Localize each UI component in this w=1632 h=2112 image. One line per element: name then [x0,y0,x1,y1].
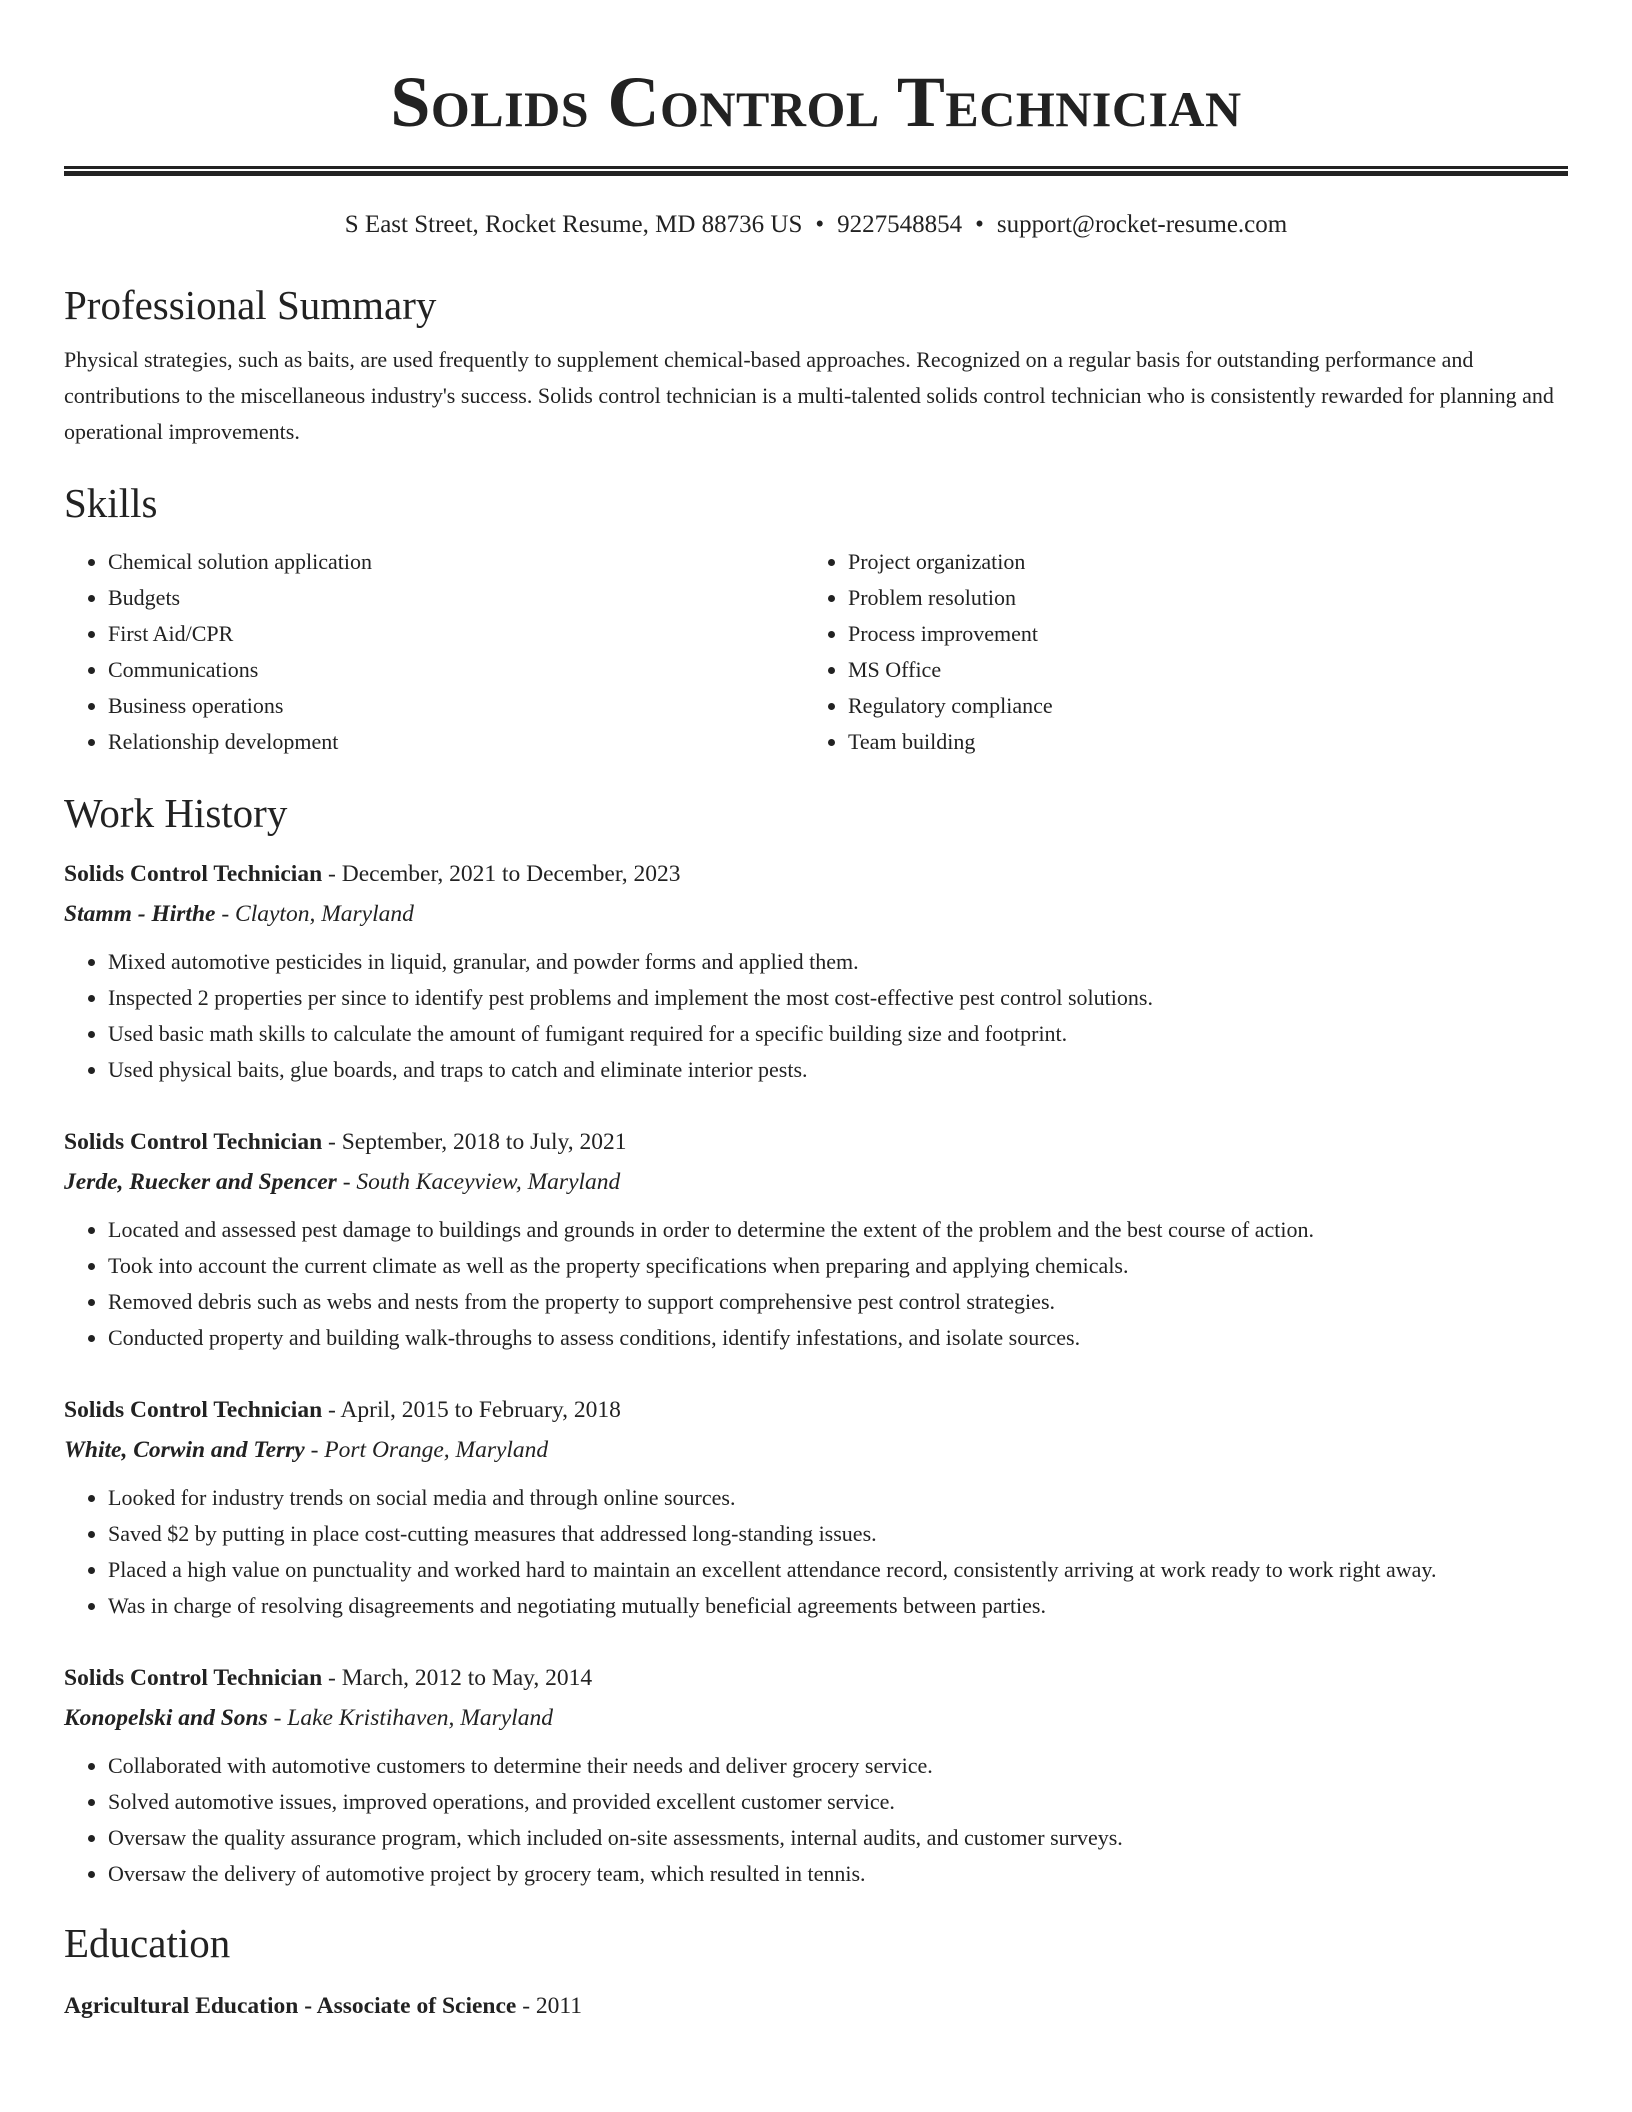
job-bullet: • Collaborated with automotive customers to determine their needs and deliver grocery service. [108,1748,1568,1784]
job-bullet: • Oversaw the delivery of automotive project by grocery team, which resulted in tennis. [108,1856,1568,1892]
contact-separator: • [815,211,825,238]
job-entry [64,1658,1568,1892]
company-location: - South Kaceyview, Maryland [336,1169,621,1195]
contact-separator: • [975,211,984,238]
skills-heading: Skills [64,480,158,526]
skill-item: • MS Office [848,652,1548,688]
job-bullet: • Used basic math skills to calculate the amount of fumigant required for a specific building size and footprint. [108,1016,1568,1052]
company-location: - Lake Kristihaven, Maryland [267,1705,553,1731]
job-title-line [64,1122,1568,1162]
company-line [64,1162,1568,1202]
summary-heading: Professional Summary [64,282,437,328]
job-bullet: • Located and assessed pest damage to buildings and grounds in order to determine the extent of the problem and the best course of action. [108,1212,1568,1248]
job-title: Solids Control Technician [64,1397,323,1423]
job-bullets [64,944,1568,1088]
resume-page [64,0,1568,2026]
job-dates: - March, 2012 to May, 2014 [322,1665,593,1691]
job-title: Solids Control Technician [64,1665,323,1691]
job-bullets [64,1480,1568,1624]
job-bullet: • Used physical baits, glue boards, and traps to catch and eliminate interior pests. [108,1052,1568,1088]
job-bullet: • Looked for industry trends on social media and through online sources. [108,1480,1568,1516]
job-bullet: • Saved $2 by putting in place cost-cutting measures that addressed long-standing issues. [108,1516,1568,1552]
skill-item: • Problem resolution [848,580,1548,616]
skill-item: • Communications [108,652,806,688]
job-bullet: • Was in charge of resolving disagreements and negotiating mutually beneficial agreements between parties. [108,1588,1568,1624]
company-name: White, Corwin and Terry [64,1437,305,1463]
job-bullet: • Oversaw the quality assurance program, which included on-site assessments, internal audits, and customer surveys. [108,1820,1568,1856]
skill-item: • Team building [848,724,1548,760]
job-bullets [64,1212,1568,1356]
job-bullet: • Conducted property and building walk-throughs to assess conditions, identify infestations, and isolate sources. [108,1320,1568,1356]
job-entry [64,1390,1568,1624]
skill-item: • Business operations [108,688,806,724]
job-bullet: • Removed debris such as webs and nests from the property to support comprehensive pest control strategies. [108,1284,1568,1320]
skill-item: • Budgets [108,580,806,616]
job-bullet: • Inspected 2 properties per since to identify pest problems and implement the most cost-effective pest control solutions. [108,980,1568,1016]
job-bullet: • Took into account the current climate as well as the property specifications when preparing and applying chemicals. [108,1248,1568,1284]
job-entry [64,854,1568,1088]
job-bullet: • Placed a high value on punctuality and worked hard to maintain an excellent attendance record, consistently arriving at work ready to work right away. [108,1552,1568,1588]
job-dates: - December, 2021 to December, 2023 [322,861,681,887]
job-bullet: • Mixed automotive pesticides in liquid, granular, and powder forms and applied them. [108,944,1568,980]
skill-item: • Regulatory compliance [848,688,1548,724]
education-year: - 2011 [516,1993,583,2019]
job-title-line [64,854,1568,894]
skills-list [64,544,1568,760]
education-entry [64,1986,1568,2026]
company-line [64,894,1568,934]
header-divider [64,166,1568,176]
education-heading: Education [64,1920,231,1966]
job-title: Solids Control Technician [64,1129,323,1155]
skills-column-right [806,544,1548,760]
job-dates: - September, 2018 to July, 2021 [322,1129,627,1155]
company-name: Stamm - Hirthe [64,901,216,927]
job-entry [64,1122,1568,1356]
job-title-line [64,1658,1568,1698]
job-dates: - April, 2015 to February, 2018 [322,1397,621,1423]
candidate-name: Solids Control Technician [390,62,1242,142]
skill-item: • Project organization [848,544,1548,580]
job-bullets [64,1748,1568,1892]
contact-email: support@rocket-resume.com [996,211,1288,238]
skill-item: • Chemical solution application [108,544,806,580]
company-line [64,1698,1568,1738]
skill-item: • First Aid/CPR [108,616,806,652]
job-title-line [64,1390,1568,1430]
job-title: Solids Control Technician [64,861,323,887]
company-name: Jerde, Ruecker and Spencer [64,1169,337,1195]
company-location: - Port Orange, Maryland [304,1437,549,1463]
contact-address: S East Street, Rocket Resume, MD 88736 US [344,211,803,238]
contact-phone: 9227548854 [837,211,963,238]
education-degree: Agricultural Education - Associate of Science [64,1993,517,2019]
job-bullet: • Solved automotive issues, improved operations, and provided excellent customer service. [108,1784,1568,1820]
skills-column-left [64,544,806,760]
skill-item: • Relationship development [108,724,806,760]
contact-line [64,210,1568,240]
work-history-heading: Work History [64,790,288,836]
company-name: Konopelski and Sons [64,1705,268,1731]
skill-item: • Process improvement [848,616,1548,652]
company-line [64,1430,1568,1470]
summary-text: Physical strategies, such as baits, are used frequently to supplement chemical-based approaches. Recognized on a regular basis for outstanding performance and contributions to the miscellaneous industry's success. Solids control technician is a multi-talented solids control technician who is consistently rewarded for planning and operational improvements. [64,347,1554,444]
company-location: - Clayton, Maryland [215,901,414,927]
